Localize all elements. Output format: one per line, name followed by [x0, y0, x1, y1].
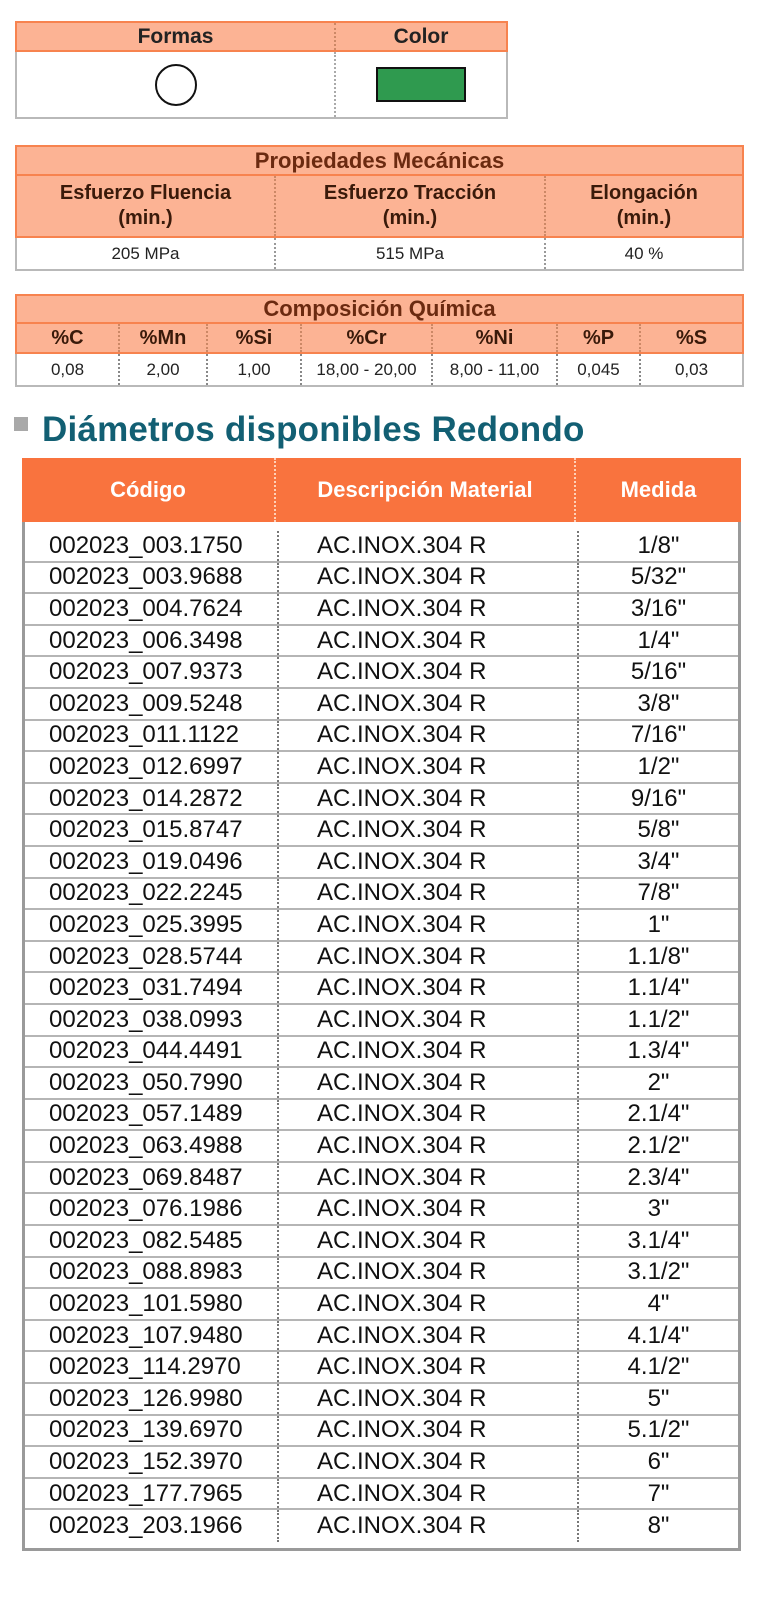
- codigo-cell: 002023_009.5248: [25, 689, 279, 719]
- chem-header-mn: %Mn: [120, 324, 208, 352]
- diameters-title: Diámetros disponibles Redondo: [42, 410, 585, 449]
- medida-cell: 2": [647, 1068, 670, 1096]
- medida-cell: 7/8": [637, 879, 680, 907]
- descripcion-cell: AC.INOX.304 R: [279, 1289, 579, 1319]
- codigo-cell: 002023_003.1750: [25, 531, 279, 561]
- medida-cell: 5/32": [630, 563, 687, 591]
- codigo-cell: 002023_057.1489: [25, 1100, 279, 1130]
- column-header-medida: Medida: [620, 477, 697, 502]
- chem-header-si: %Si: [208, 324, 302, 352]
- descripcion-cell: AC.INOX.304 R: [279, 847, 579, 877]
- diameters-section-heading: [14, 410, 585, 450]
- descripcion-cell: AC.INOX.304 R: [279, 1037, 579, 1067]
- mechanical-properties-headers: [15, 176, 744, 238]
- medida-cell: 7/16": [630, 721, 687, 749]
- chem-header-ni: %Ni: [433, 324, 558, 352]
- table-row: [25, 1416, 738, 1448]
- medida-cell: 3/8": [637, 689, 680, 717]
- codigo-cell: 002023_069.8487: [25, 1163, 279, 1193]
- medida-cell: 3.1/4": [627, 1226, 690, 1254]
- medida-cell: 6": [647, 1448, 670, 1476]
- chemical-composition-headers: [15, 324, 744, 354]
- table-row: [25, 1447, 738, 1479]
- table-row: [25, 657, 738, 689]
- medida-cell: 5": [647, 1384, 670, 1412]
- descripcion-cell: AC.INOX.304 R: [279, 1479, 579, 1509]
- table-row: [25, 531, 738, 563]
- descripcion-cell: AC.INOX.304 R: [279, 1194, 579, 1224]
- medida-cell: 5/8": [637, 816, 680, 844]
- codigo-cell: 002023_203.1966: [25, 1510, 279, 1542]
- mechanical-properties-title: Propiedades Mecánicas: [15, 145, 744, 176]
- codigo-cell: 002023_050.7990: [25, 1068, 279, 1098]
- table-row: [25, 1100, 738, 1132]
- codigo-cell: 002023_031.7494: [25, 973, 279, 1003]
- square-bullet-icon: [14, 417, 28, 431]
- formas-color-body: [17, 52, 506, 117]
- table-row: [25, 1068, 738, 1100]
- codigo-cell: 002023_101.5980: [25, 1289, 279, 1319]
- chem-header-s: %S: [675, 326, 708, 349]
- table-row: [25, 942, 738, 974]
- codigo-cell: 002023_006.3498: [25, 626, 279, 656]
- table-row: [25, 879, 738, 911]
- formas-header: Formas: [17, 23, 336, 50]
- medida-cell: 1/8": [637, 531, 680, 559]
- medida-cell: 4": [647, 1290, 670, 1318]
- mech-value-elongacion: 40 %: [624, 243, 664, 263]
- table-row: [25, 1226, 738, 1258]
- chem-value-s: 0,03: [674, 359, 709, 379]
- mech-header-traccion: Esfuerzo Tracción (min.): [276, 176, 546, 236]
- diameters-table-body: [25, 522, 738, 1542]
- medida-cell: 1": [647, 910, 670, 938]
- medida-cell: 9/16": [630, 784, 687, 812]
- descripcion-cell: AC.INOX.304 R: [279, 1416, 579, 1446]
- table-row: [25, 689, 738, 721]
- codigo-cell: 002023_012.6997: [25, 752, 279, 782]
- medida-cell: 5.1/2": [627, 1416, 690, 1444]
- codigo-cell: 002023_088.8983: [25, 1258, 279, 1288]
- color-cell: [336, 52, 506, 117]
- table-row: [25, 847, 738, 879]
- medida-cell: 4.1/4": [627, 1321, 690, 1349]
- medida-cell: 1.1/4": [627, 974, 690, 1002]
- descripcion-cell: AC.INOX.304 R: [279, 1258, 579, 1288]
- codigo-cell: 002023_107.9480: [25, 1321, 279, 1351]
- medida-cell: 1/2": [637, 752, 680, 780]
- formas-color-header: [15, 21, 508, 52]
- table-row: [25, 1352, 738, 1384]
- codigo-cell: 002023_028.5744: [25, 942, 279, 972]
- table-row: [25, 1289, 738, 1321]
- chemical-composition-values: [17, 354, 742, 385]
- codigo-cell: 002023_152.3970: [25, 1447, 279, 1477]
- chem-value-ni: 8,00 - 11,00: [433, 354, 558, 385]
- descripcion-cell: AC.INOX.304 R: [279, 879, 579, 909]
- chem-value-mn: 2,00: [120, 354, 208, 385]
- medida-cell: 5/16": [630, 658, 687, 686]
- table-row: [25, 1037, 738, 1069]
- medida-cell: 4.1/2": [627, 1353, 690, 1381]
- table-row: [25, 1321, 738, 1353]
- table-row: [25, 815, 738, 847]
- descripcion-cell: AC.INOX.304 R: [279, 721, 579, 751]
- descripcion-cell: AC.INOX.304 R: [279, 1352, 579, 1382]
- descripcion-cell: AC.INOX.304 R: [279, 1447, 579, 1477]
- descripcion-cell: AC.INOX.304 R: [279, 910, 579, 940]
- codigo-cell: 002023_114.2970: [25, 1352, 279, 1382]
- column-header-descripcion: Descripción Material: [276, 458, 576, 522]
- codigo-cell: 002023_025.3995: [25, 910, 279, 940]
- circle-shape-icon: [155, 64, 197, 106]
- mech-header-elongacion: Elongación (min.): [590, 182, 698, 229]
- chem-value-cr: 18,00 - 20,00: [302, 354, 433, 385]
- table-row: [25, 1384, 738, 1416]
- chem-header-cr: %Cr: [302, 324, 433, 352]
- medida-cell: 8": [647, 1512, 670, 1540]
- table-row: [25, 1005, 738, 1037]
- descripcion-cell: AC.INOX.304 R: [279, 1131, 579, 1161]
- medida-cell: 3": [647, 1195, 670, 1223]
- descripcion-cell: AC.INOX.304 R: [279, 531, 579, 561]
- codigo-cell: 002023_063.4988: [25, 1131, 279, 1161]
- descripcion-cell: AC.INOX.304 R: [279, 1163, 579, 1193]
- medida-cell: 2.1/4": [627, 1100, 690, 1128]
- descripcion-cell: AC.INOX.304 R: [279, 973, 579, 1003]
- descripcion-cell: AC.INOX.304 R: [279, 1384, 579, 1414]
- table-row: [25, 1194, 738, 1226]
- mech-header-fluencia: Esfuerzo Fluencia (min.): [17, 176, 276, 236]
- table-row: [25, 1510, 738, 1542]
- descripcion-cell: AC.INOX.304 R: [279, 942, 579, 972]
- chem-value-c: 0,08: [17, 354, 120, 385]
- medida-cell: 1.1/8": [627, 942, 690, 970]
- table-row: [25, 1131, 738, 1163]
- codigo-cell: 002023_015.8747: [25, 815, 279, 845]
- table-row: [25, 910, 738, 942]
- table-row: [25, 784, 738, 816]
- mech-value-fluencia: 205 MPa: [17, 238, 276, 269]
- codigo-cell: 002023_019.0496: [25, 847, 279, 877]
- table-row: [25, 721, 738, 753]
- table-row: [25, 594, 738, 626]
- medida-cell: 7": [647, 1479, 670, 1507]
- medida-cell: 3.1/2": [627, 1258, 690, 1286]
- descripcion-cell: AC.INOX.304 R: [279, 594, 579, 624]
- descripcion-cell: AC.INOX.304 R: [279, 689, 579, 719]
- codigo-cell: 002023_076.1986: [25, 1194, 279, 1224]
- column-header-codigo: Código: [22, 458, 276, 522]
- descripcion-cell: AC.INOX.304 R: [279, 1005, 579, 1035]
- diameters-table: [22, 458, 741, 1551]
- shape-cell: [17, 52, 336, 117]
- table-row: [25, 626, 738, 658]
- codigo-cell: 002023_014.2872: [25, 784, 279, 814]
- mechanical-properties-values: [17, 238, 742, 269]
- descripcion-cell: AC.INOX.304 R: [279, 1068, 579, 1098]
- descripcion-cell: AC.INOX.304 R: [279, 752, 579, 782]
- codigo-cell: 002023_003.9688: [25, 563, 279, 593]
- chem-header-p: %P: [558, 324, 641, 352]
- codigo-cell: 002023_139.6970: [25, 1416, 279, 1446]
- medida-cell: 2.1/2": [627, 1132, 690, 1160]
- descripcion-cell: AC.INOX.304 R: [279, 1321, 579, 1351]
- diameters-table-header: [22, 458, 741, 522]
- medida-cell: 1.3/4": [627, 1037, 690, 1065]
- codigo-cell: 002023_038.0993: [25, 1005, 279, 1035]
- chem-header-c: %C: [17, 324, 120, 352]
- table-row: [25, 973, 738, 1005]
- table-row: [25, 1479, 738, 1511]
- codigo-cell: 002023_044.4491: [25, 1037, 279, 1067]
- codigo-cell: 002023_022.2245: [25, 879, 279, 909]
- codigo-cell: 002023_011.1122: [25, 721, 279, 751]
- table-row: [25, 563, 738, 595]
- codigo-cell: 002023_004.7624: [25, 594, 279, 624]
- mechanical-properties-table: [15, 145, 744, 271]
- codigo-cell: 002023_082.5485: [25, 1226, 279, 1256]
- table-row: [25, 1163, 738, 1195]
- descripcion-cell: AC.INOX.304 R: [279, 815, 579, 845]
- descripcion-cell: AC.INOX.304 R: [279, 784, 579, 814]
- color-header: Color: [393, 24, 449, 48]
- chemical-composition-table: [15, 294, 744, 387]
- medida-cell: 1/4": [637, 626, 680, 654]
- medida-cell: 3/16": [630, 594, 687, 622]
- descripcion-cell: AC.INOX.304 R: [279, 1226, 579, 1256]
- descripcion-cell: AC.INOX.304 R: [279, 626, 579, 656]
- codigo-cell: 002023_126.9980: [25, 1384, 279, 1414]
- formas-color-table: [15, 21, 508, 119]
- chem-value-si: 1,00: [208, 354, 302, 385]
- codigo-cell: 002023_177.7965: [25, 1479, 279, 1509]
- medida-cell: 2.3/4": [627, 1163, 690, 1191]
- descripcion-cell: AC.INOX.304 R: [279, 1510, 579, 1542]
- medida-cell: 1.1/2": [627, 1005, 690, 1033]
- descripcion-cell: AC.INOX.304 R: [279, 563, 579, 593]
- mech-value-traccion: 515 MPa: [276, 238, 546, 269]
- descripcion-cell: AC.INOX.304 R: [279, 1100, 579, 1130]
- descripcion-cell: AC.INOX.304 R: [279, 657, 579, 687]
- medida-cell: 3/4": [637, 847, 680, 875]
- chem-value-p: 0,045: [558, 354, 641, 385]
- chemical-composition-title: Composición Química: [15, 294, 744, 324]
- color-swatch: [376, 67, 466, 102]
- codigo-cell: 002023_007.9373: [25, 657, 279, 687]
- table-row: [25, 752, 738, 784]
- table-row: [25, 1258, 738, 1290]
